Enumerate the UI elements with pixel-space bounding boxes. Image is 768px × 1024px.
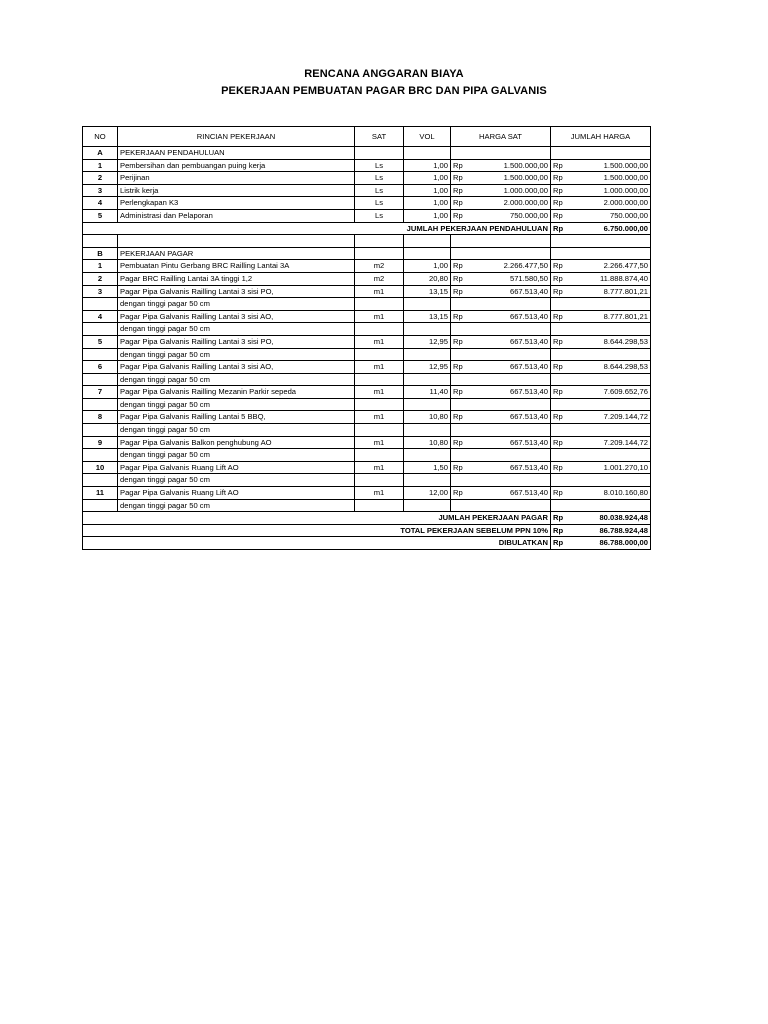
item-unit-price: 667.513,40 — [473, 386, 551, 399]
item-volume: 1,00 — [404, 172, 451, 185]
item-total: 7.609.652,76 — [571, 386, 651, 399]
item-unit: m1 — [355, 461, 404, 474]
header-no: NO — [83, 127, 118, 147]
empty-cell — [451, 298, 551, 311]
item-unit-price: 750.000,00 — [473, 209, 551, 222]
item-description-continued: dengan tinggi pagar 50 cm — [118, 398, 355, 411]
section-header-row — [83, 247, 651, 260]
item-no: 1 — [83, 159, 118, 172]
currency-label: Rp — [451, 272, 473, 285]
item-description: Pagar Pipa Galvanis Railling Lantai 3 sisi AO, — [118, 310, 355, 323]
empty-cell — [551, 373, 651, 386]
item-description: Perlengkapan K3 — [118, 197, 355, 210]
document-title: RENCANA ANGGARAN BIAYA — [304, 68, 464, 80]
item-total: 8.010.160,80 — [571, 487, 651, 500]
item-unit-price: 667.513,40 — [473, 335, 551, 348]
item-no: 1 — [83, 260, 118, 273]
table-row — [83, 335, 651, 348]
currency-label: Rp — [451, 335, 473, 348]
item-volume: 13,15 — [404, 285, 451, 298]
empty-cell — [355, 424, 404, 437]
empty-cell — [404, 348, 451, 361]
currency-label: Rp — [551, 411, 571, 424]
empty-cell — [355, 499, 404, 512]
empty-cell — [404, 298, 451, 311]
item-unit: m1 — [355, 285, 404, 298]
currency-label: Rp — [451, 184, 473, 197]
header-vol: VOL — [404, 127, 451, 147]
item-description: Listrik kerja — [118, 184, 355, 197]
currency-label: Rp — [551, 172, 571, 185]
item-unit-price: 2.266.477,50 — [473, 260, 551, 273]
item-description: Pagar Pipa Galvanis Railling Lantai 3 sisi PO, — [118, 285, 355, 298]
empty-cell — [404, 474, 451, 487]
empty-cell — [551, 235, 651, 248]
table-row-continuation — [83, 323, 651, 336]
item-description-continued: dengan tinggi pagar 50 cm — [118, 373, 355, 386]
section-title: PEKERJAAN PENDAHULUAN — [118, 147, 355, 160]
section-header-row — [83, 147, 651, 160]
table-row — [83, 260, 651, 273]
empty-cell — [404, 235, 451, 248]
currency-label: Rp — [551, 260, 571, 273]
empty-cell — [551, 348, 651, 361]
currency-label: Rp — [451, 361, 473, 374]
item-total: 1.500.000,00 — [571, 159, 651, 172]
empty-cell — [404, 424, 451, 437]
empty-cell — [83, 323, 118, 336]
item-unit-price: 667.513,40 — [473, 461, 551, 474]
item-description-continued: dengan tinggi pagar 50 cm — [118, 499, 355, 512]
empty-cell — [83, 398, 118, 411]
item-no: 3 — [83, 285, 118, 298]
currency-label: Rp — [551, 512, 571, 525]
empty-cell — [118, 235, 355, 248]
item-no: 7 — [83, 386, 118, 399]
currency-label: Rp — [451, 260, 473, 273]
item-description: Pembersihan dan pembuangan puing kerja — [118, 159, 355, 172]
item-description: Pagar Pipa Galvanis Railling Lantai 3 sisi PO, — [118, 335, 355, 348]
item-unit: m1 — [355, 335, 404, 348]
table-row — [83, 436, 651, 449]
item-description: Pagar Pipa Galvanis Railling Mezanin Parkir sepeda — [118, 386, 355, 399]
empty-cell — [404, 449, 451, 462]
item-unit: m2 — [355, 272, 404, 285]
item-description-continued: dengan tinggi pagar 50 cm — [118, 323, 355, 336]
currency-label: Rp — [451, 197, 473, 210]
empty-cell — [451, 499, 551, 512]
empty-cell — [83, 499, 118, 512]
currency-label: Rp — [551, 222, 571, 235]
subtotal-pendahuluan-label: JUMLAH PEKERJAAN PENDAHULUAN — [83, 222, 551, 235]
currency-label: Rp — [451, 310, 473, 323]
total-rounded-value: 86.788.000,00 — [571, 537, 651, 550]
empty-cell — [551, 247, 651, 260]
empty-cell — [83, 424, 118, 437]
table-row — [83, 159, 651, 172]
item-unit: m1 — [355, 411, 404, 424]
empty-cell — [355, 449, 404, 462]
empty-cell — [551, 424, 651, 437]
item-description-continued: dengan tinggi pagar 50 cm — [118, 348, 355, 361]
item-unit: Ls — [355, 184, 404, 197]
table-row — [83, 461, 651, 474]
item-no: 2 — [83, 172, 118, 185]
currency-label: Rp — [551, 272, 571, 285]
item-total: 8.777.801,21 — [571, 285, 651, 298]
table-row — [83, 310, 651, 323]
empty-cell — [404, 373, 451, 386]
item-description-continued: dengan tinggi pagar 50 cm — [118, 449, 355, 462]
section-title: PEKERJAAN PAGAR — [118, 247, 355, 260]
currency-label: Rp — [451, 209, 473, 222]
header-harga-sat: HARGA SAT — [451, 127, 551, 147]
item-volume: 1,50 — [404, 461, 451, 474]
item-volume: 12,00 — [404, 487, 451, 500]
empty-cell — [355, 373, 404, 386]
empty-cell — [355, 398, 404, 411]
currency-label: Rp — [551, 487, 571, 500]
item-description-continued: dengan tinggi pagar 50 cm — [118, 298, 355, 311]
empty-cell — [355, 474, 404, 487]
empty-cell — [451, 424, 551, 437]
table-row — [83, 197, 651, 210]
item-unit: m1 — [355, 386, 404, 399]
item-unit-price: 1.000.000,00 — [473, 184, 551, 197]
item-unit: m1 — [355, 487, 404, 500]
item-no: 11 — [83, 487, 118, 500]
empty-cell — [451, 147, 551, 160]
table-row — [83, 411, 651, 424]
item-unit-price: 2.000.000,00 — [473, 197, 551, 210]
empty-cell — [404, 247, 451, 260]
table-row-continuation — [83, 474, 651, 487]
section-code: B — [83, 247, 118, 260]
table-row — [83, 209, 651, 222]
item-unit: m2 — [355, 260, 404, 273]
currency-label: Rp — [551, 361, 571, 374]
item-description: Pagar Pipa Galvanis Ruang Lift AO — [118, 461, 355, 474]
table-row-continuation — [83, 499, 651, 512]
empty-cell — [451, 398, 551, 411]
currency-label: Rp — [551, 285, 571, 298]
table-row — [83, 272, 651, 285]
currency-label: Rp — [551, 537, 571, 550]
empty-cell — [551, 449, 651, 462]
item-total: 7.209.144,72 — [571, 411, 651, 424]
empty-cell — [404, 323, 451, 336]
empty-cell — [451, 373, 551, 386]
empty-cell — [83, 298, 118, 311]
empty-cell — [355, 247, 404, 260]
empty-cell — [355, 348, 404, 361]
subtotal-pendahuluan — [83, 222, 651, 235]
currency-label: Rp — [551, 209, 571, 222]
currency-label: Rp — [551, 524, 571, 537]
item-volume: 12,95 — [404, 335, 451, 348]
item-unit: m1 — [355, 361, 404, 374]
item-no: 4 — [83, 197, 118, 210]
empty-cell — [451, 247, 551, 260]
table-row — [83, 172, 651, 185]
item-volume: 10,80 — [404, 411, 451, 424]
table-row-continuation — [83, 449, 651, 462]
currency-label: Rp — [551, 436, 571, 449]
item-description: Pagar Pipa Galvanis Balkon penghubung AO — [118, 436, 355, 449]
empty-cell — [451, 474, 551, 487]
empty-cell — [83, 348, 118, 361]
blank-row — [83, 235, 651, 248]
item-description: Perijinan — [118, 172, 355, 185]
currency-label: Rp — [551, 461, 571, 474]
item-volume: 13,15 — [404, 310, 451, 323]
currency-label: Rp — [451, 487, 473, 500]
table-row — [83, 285, 651, 298]
item-total: 1.001.270,10 — [571, 461, 651, 474]
item-total: 2.000.000,00 — [571, 197, 651, 210]
item-description-continued: dengan tinggi pagar 50 cm — [118, 424, 355, 437]
total-before-ppn-value: 86.788.924,48 — [571, 524, 651, 537]
currency-label: Rp — [551, 310, 571, 323]
header-sat: SAT — [355, 127, 404, 147]
subtotal-pagar — [83, 512, 651, 525]
item-unit-price: 667.513,40 — [473, 310, 551, 323]
currency-label: Rp — [451, 411, 473, 424]
empty-cell — [451, 449, 551, 462]
item-total: 1.500.000,00 — [571, 172, 651, 185]
currency-label: Rp — [551, 184, 571, 197]
item-total: 7.209.144,72 — [571, 436, 651, 449]
item-volume: 1,00 — [404, 197, 451, 210]
item-description-continued: dengan tinggi pagar 50 cm — [118, 474, 355, 487]
total-before-ppn-label: TOTAL PEKERJAAN SEBELUM PPN 10% — [83, 524, 551, 537]
subtotal-pagar-label: JUMLAH PEKERJAAN PAGAR — [83, 512, 551, 525]
item-unit-price: 1.500.000,00 — [473, 159, 551, 172]
item-no: 3 — [83, 184, 118, 197]
empty-cell — [83, 449, 118, 462]
subtotal-pendahuluan-value: 6.750.000,00 — [571, 222, 651, 235]
table-row — [83, 361, 651, 374]
empty-cell — [551, 398, 651, 411]
item-unit: Ls — [355, 197, 404, 210]
item-unit-price: 667.513,40 — [473, 411, 551, 424]
header-jumlah-harga: JUMLAH HARGA — [551, 127, 651, 147]
item-no: 8 — [83, 411, 118, 424]
item-no: 10 — [83, 461, 118, 474]
item-unit: Ls — [355, 172, 404, 185]
item-description: Pembuatan Pintu Gerbang BRC Railling Lantai 3A — [118, 260, 355, 273]
item-description: Pagar BRC Railling Lantai 3A tinggi 1,2 — [118, 272, 355, 285]
empty-cell — [404, 147, 451, 160]
total-before-ppn — [83, 524, 651, 537]
item-unit: Ls — [355, 159, 404, 172]
item-no: 9 — [83, 436, 118, 449]
item-volume: 1,00 — [404, 184, 451, 197]
item-no: 6 — [83, 361, 118, 374]
table-row-continuation — [83, 348, 651, 361]
item-volume: 1,00 — [404, 209, 451, 222]
item-total: 8.777.801,21 — [571, 310, 651, 323]
empty-cell — [451, 323, 551, 336]
empty-cell — [551, 147, 651, 160]
item-volume: 10,80 — [404, 436, 451, 449]
empty-cell — [551, 499, 651, 512]
table-row — [83, 487, 651, 500]
table-header-row — [83, 127, 651, 147]
item-volume: 20,80 — [404, 272, 451, 285]
empty-cell — [451, 235, 551, 248]
document-subtitle: PEKERJAAN PEMBUATAN PAGAR BRC DAN PIPA GALVANIS — [221, 85, 547, 97]
empty-cell — [355, 298, 404, 311]
item-unit-price: 667.513,40 — [473, 285, 551, 298]
table-row-continuation — [83, 298, 651, 311]
currency-label: Rp — [551, 386, 571, 399]
item-description: Pagar Pipa Galvanis Railling Lantai 3 sisi AO, — [118, 361, 355, 374]
currency-label: Rp — [451, 436, 473, 449]
currency-label: Rp — [451, 461, 473, 474]
table-row-continuation — [83, 424, 651, 437]
subtotal-pagar-value: 80.038.924,48 — [571, 512, 651, 525]
item-volume: 12,95 — [404, 361, 451, 374]
item-no: 5 — [83, 209, 118, 222]
empty-cell — [83, 474, 118, 487]
empty-cell — [83, 235, 118, 248]
table-row — [83, 184, 651, 197]
item-unit-price: 571.580,50 — [473, 272, 551, 285]
item-unit: m1 — [355, 436, 404, 449]
empty-cell — [404, 499, 451, 512]
currency-label: Rp — [551, 335, 571, 348]
item-total: 1.000.000,00 — [571, 184, 651, 197]
item-volume: 11,40 — [404, 386, 451, 399]
item-no: 5 — [83, 335, 118, 348]
item-no: 4 — [83, 310, 118, 323]
currency-label: Rp — [451, 285, 473, 298]
item-description: Pagar Pipa Galvanis Ruang Lift AO — [118, 487, 355, 500]
empty-cell — [355, 147, 404, 160]
empty-cell — [83, 373, 118, 386]
empty-cell — [551, 474, 651, 487]
budget-table — [82, 126, 651, 550]
item-total: 8.644.298,53 — [571, 335, 651, 348]
item-volume: 1,00 — [404, 260, 451, 273]
currency-label: Rp — [451, 159, 473, 172]
table-row-continuation — [83, 373, 651, 386]
item-unit-price: 667.513,40 — [473, 436, 551, 449]
item-description: Administrasi dan Pelaporan — [118, 209, 355, 222]
item-unit-price: 667.513,40 — [473, 487, 551, 500]
table-row-continuation — [83, 398, 651, 411]
item-total: 2.266.477,50 — [571, 260, 651, 273]
item-total: 11.888.874,40 — [571, 272, 651, 285]
total-rounded — [83, 537, 651, 550]
header-rincian: RINCIAN PEKERJAAN — [118, 127, 355, 147]
item-unit: Ls — [355, 209, 404, 222]
item-no: 2 — [83, 272, 118, 285]
item-unit-price: 667.513,40 — [473, 361, 551, 374]
empty-cell — [551, 323, 651, 336]
currency-label: Rp — [451, 172, 473, 185]
item-unit: m1 — [355, 310, 404, 323]
item-total: 750.000,00 — [571, 209, 651, 222]
item-unit-price: 1.500.000,00 — [473, 172, 551, 185]
empty-cell — [551, 298, 651, 311]
currency-label: Rp — [551, 197, 571, 210]
empty-cell — [451, 348, 551, 361]
table-row — [83, 386, 651, 399]
item-volume: 1,00 — [404, 159, 451, 172]
empty-cell — [404, 398, 451, 411]
currency-label: Rp — [551, 159, 571, 172]
item-total: 8.644.298,53 — [571, 361, 651, 374]
section-code: A — [83, 147, 118, 160]
currency-label: Rp — [451, 386, 473, 399]
total-rounded-label: DIBULATKAN — [83, 537, 551, 550]
empty-cell — [355, 235, 404, 248]
empty-cell — [355, 323, 404, 336]
item-description: Pagar Pipa Galvanis Railling Lantai 5 BBQ, — [118, 411, 355, 424]
